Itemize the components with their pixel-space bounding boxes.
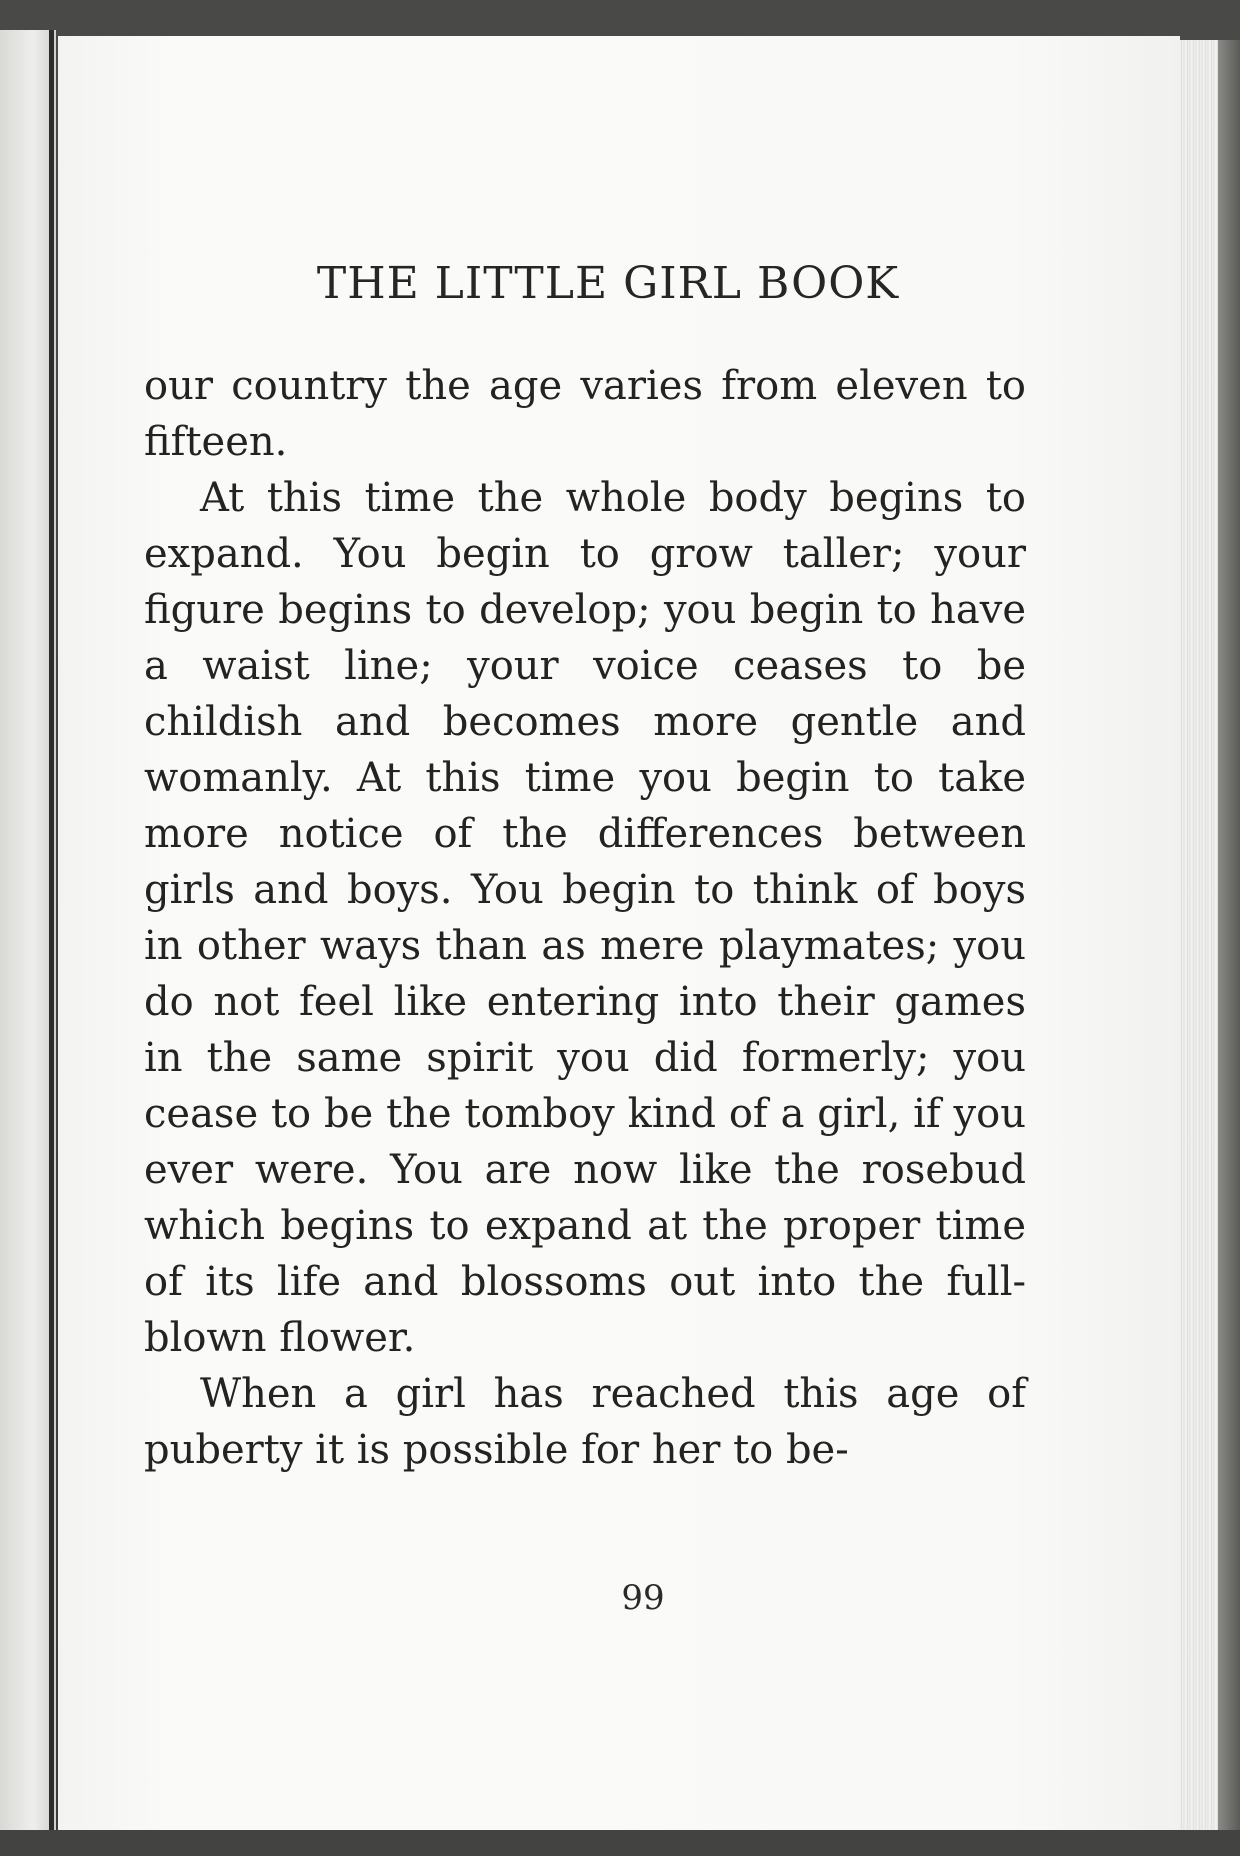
book-page xyxy=(58,36,1180,1832)
page-stack-edge xyxy=(1170,40,1240,1830)
cover-edge-bottom xyxy=(0,1830,1240,1856)
paragraph-continued: our country the age varies from eleven to fifteen. xyxy=(144,363,1026,465)
cover-edge-top xyxy=(0,0,1240,40)
paragraph: At this time the whole body begins to expand. You begin to grow taller; your figure begins to develop; you begin to have a waist line; your voice ceases to be childish and becomes more gentle and womanly. At this time you begin to take more notice of the differences between girls and boys. You begin to think of boys in other ways than as mere playmates; you do not feel like entering into their games in the same spirit you did formerly; you cease to be the tomboy kind of a girl, if you ever were. You are now like the rosebud which begins to expand at the proper time of its life and blossoms out into the full-blown flower. xyxy=(144,475,1026,1361)
page-body xyxy=(144,358,1026,1478)
facing-page-edge xyxy=(0,30,56,1830)
page-number: 99 xyxy=(621,1578,665,1618)
paragraph: When a girl has reached this age of puberty it is possible for her to be- xyxy=(144,1371,1026,1473)
running-head: THE LITTLE GIRL BOOK xyxy=(316,258,900,309)
